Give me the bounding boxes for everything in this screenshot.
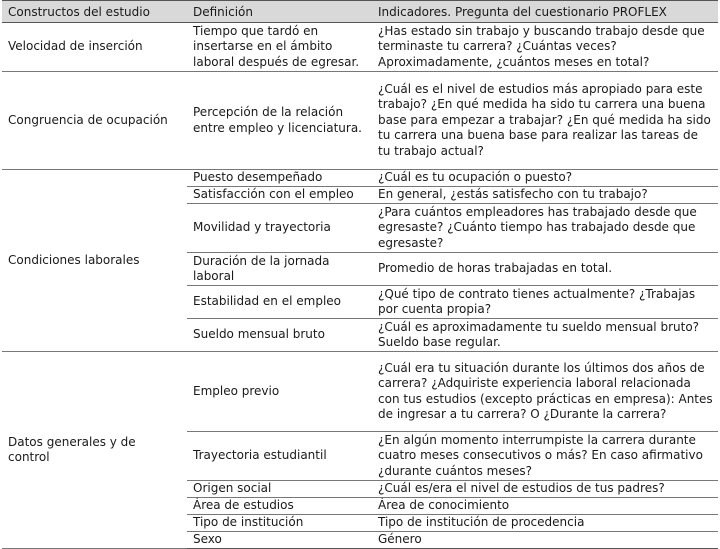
definition-cell: Duración de la jornada laboral — [187, 253, 372, 286]
construct-cell: Condiciones laborales — [2, 170, 187, 352]
constructs-table — [2, 0, 718, 549]
indicator-cell: ¿Cuál era tu situación durante los últimos dos años de carrera? ¿Adquiriste experiencia laboral relacionada con tus estudios (excepto prácticas en empresa): Antes de ingresar a tu carrera? O ¿Durante la carrera? — [372, 352, 718, 432]
indicator-cell: ¿En algún momento interrumpiste la carrera durante cuatro meses consecutivos o más? En caso afirmativo ¿durante cuántos meses? — [372, 432, 718, 481]
indicator-cell: ¿Cuál es/era el nivel de estudios de tus padres? — [372, 481, 718, 498]
definition-cell: Satisfacción con el empleo — [187, 187, 372, 204]
indicator-cell: ¿Qué tipo de contrato tienes actualmente? ¿Trabajas por cuenta propia? — [372, 286, 718, 319]
indicator-cell: ¿Cuál es tu ocupación o puesto? — [372, 170, 718, 187]
table-row — [2, 72, 718, 170]
definition-cell: Origen social — [187, 481, 372, 498]
indicator-cell: En general, ¿estás satisfecho con tu trabajo? — [372, 187, 718, 204]
definition-cell: Movilidad y trayectoria — [187, 204, 372, 253]
definition-cell: Área de estudios — [187, 498, 372, 515]
header-definition: Definición — [187, 1, 372, 23]
header-row — [2, 1, 718, 23]
definition-cell: Puesto desempeñado — [187, 170, 372, 187]
definition-cell: Sueldo mensual bruto — [187, 319, 372, 352]
indicator-cell: Tipo de institución de procedencia — [372, 515, 718, 532]
definition-cell: Estabilidad en el empleo — [187, 286, 372, 319]
definition-cell: Tiempo que tardó en insertarse en el ámbito laboral después de egresar. — [187, 23, 372, 72]
header-construct: Constructos del estudio — [2, 1, 187, 23]
construct-cell: Congruencia de ocupación — [2, 72, 187, 170]
table-row — [2, 170, 718, 187]
indicator-cell: ¿Cuál es aproximadamente tu sueldo mensual bruto? Sueldo base regular. — [372, 319, 718, 352]
definition-cell: Percepción de la relación entre empleo y licenciatura. — [187, 72, 372, 170]
indicator-cell: Área de conocimiento — [372, 498, 718, 515]
table-row — [2, 23, 718, 72]
construct-cell: Datos generales y de control — [2, 352, 187, 549]
table-row — [2, 352, 718, 432]
definition-cell: Empleo previo — [187, 352, 372, 432]
definition-cell: Trayectoria estudiantil — [187, 432, 372, 481]
indicator-cell: Promedio de horas trabajadas en total. — [372, 253, 718, 286]
header-indicators: Indicadores. Pregunta del cuestionario PROFLEX — [372, 1, 718, 23]
indicator-cell: ¿Cuál es el nivel de estudios más apropiado para este trabajo? ¿En qué medida ha sido tu carrera una buena base para empezar a trabajar? ¿En qué medida ha sido tu carrera una buena base para realizar las tareas de tu trabajo actual? — [372, 72, 718, 170]
definition-cell: Tipo de institución — [187, 515, 372, 532]
construct-cell: Velocidad de inserción — [2, 23, 187, 72]
indicator-cell: ¿Has estado sin trabajo y buscando trabajo desde que terminaste tu carrera? ¿Cuántas veces? Aproximadamente, ¿cuántos meses en total? — [372, 23, 718, 72]
definition-cell: Sexo — [187, 532, 372, 549]
indicator-cell: Género — [372, 532, 718, 549]
indicator-cell: ¿Para cuántos empleadores has trabajado desde que egresaste? ¿Cuánto tiempo has trabajado desde que egresaste? — [372, 204, 718, 253]
